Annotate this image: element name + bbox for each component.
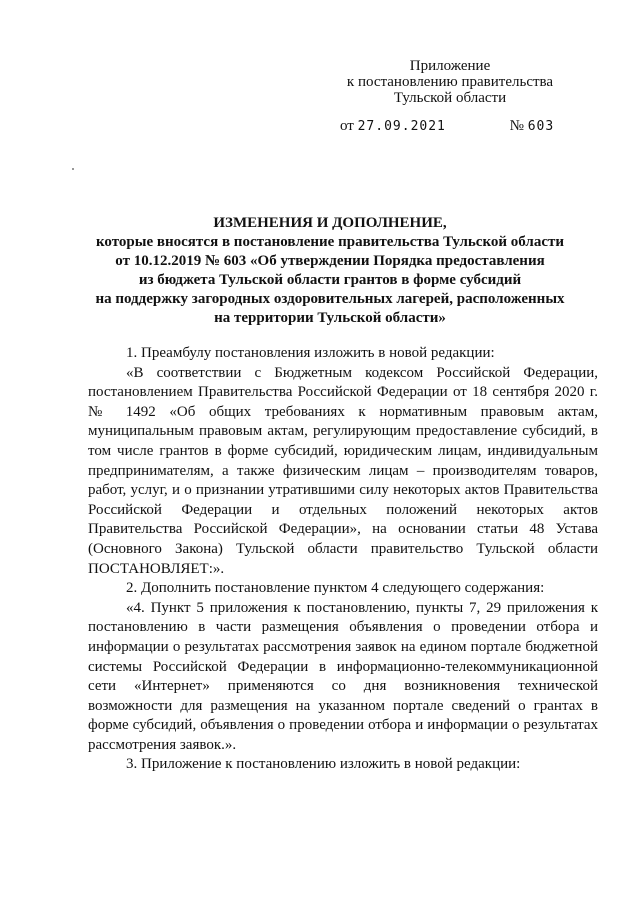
title-line-4: из бюджета Тульской области грантов в форме субсидий: [138, 272, 522, 288]
date-prefix: от: [340, 118, 354, 134]
appendix-line-1: Приложение: [409, 58, 491, 74]
title-line-1: ИЗМЕНЕНИЯ И ДОПОЛНЕНИЕ,: [213, 215, 447, 231]
title-line-6: на территории Тульской области»: [214, 310, 446, 326]
number-label: №: [509, 118, 524, 134]
document-title: [60, 214, 600, 328]
appendix-header: [330, 58, 570, 106]
paragraph-3: 2. Дополнить постановление пунктом 4 следующего содержания:: [126, 580, 545, 597]
paragraph-1: 1. Преамбулу постановления изложить в новой редакции:: [126, 345, 495, 361]
appendix-line-3: Тульской области: [393, 90, 507, 106]
paragraph-2: «В соответствии с Бюджетным кодексом Российской Федерации, постановлением Правительства Российской Федерации от 18 сентября 2020 г. № 1492 «Об общих требованиях к нормативным правовым актам, муниципальным правовым актам, регулирующим предоставление субсидий, в том числе грантов в форме субсидий, юридическим лицам, индивидуальным предпринимателям, а также физическим лицам – производителям товаров, работ, услуг, и о признании утратившими силу некоторых актов Правительства Российской Федерации и отдельных положений некоторых актов Правительства Российской Федерации», на основании статьи 48 Устава (Основного Закона) Тульской области правительство Тульской области ПОСТАНОВЛЯЕТ:».: [88, 364, 598, 577]
paragraph-5: 3. Приложение к постановлению изложить в новой редакции:: [126, 756, 521, 773]
title-line-2: которые вносятся в постановление правительства Тульской области: [95, 234, 565, 250]
document-number: 603: [527, 119, 555, 134]
paragraph-4: «4. Пункт 5 приложения к постановлению, пункты 7, 29 приложения к постановлению в части размещения объявления о проведении отбора и информации о результатах рассмотрения заявок на едином портале бюджетной системы Российской Федерации в информационно-телекоммуникационной сети «Интернет» применяются со дня возникновения технической возможности для размещения на указанном портале сведений о грантах в форме субсидий, объявления о проведении отбора и информации о результатах рассмотрения заявок.».: [88, 599, 598, 753]
date-number-line: [340, 118, 554, 135]
document-date: 27.09.2021: [357, 119, 446, 134]
title-line-5: на поддержку загородных оздоровительных лагерей, расположенных: [95, 291, 565, 307]
title-line-3: от 10.12.2019 № 603 «Об утверждении Порядка предоставления: [115, 253, 545, 269]
document-body: [88, 344, 598, 775]
scan-dot: [72, 168, 74, 170]
appendix-line-2: к постановлению правительства: [346, 74, 554, 90]
